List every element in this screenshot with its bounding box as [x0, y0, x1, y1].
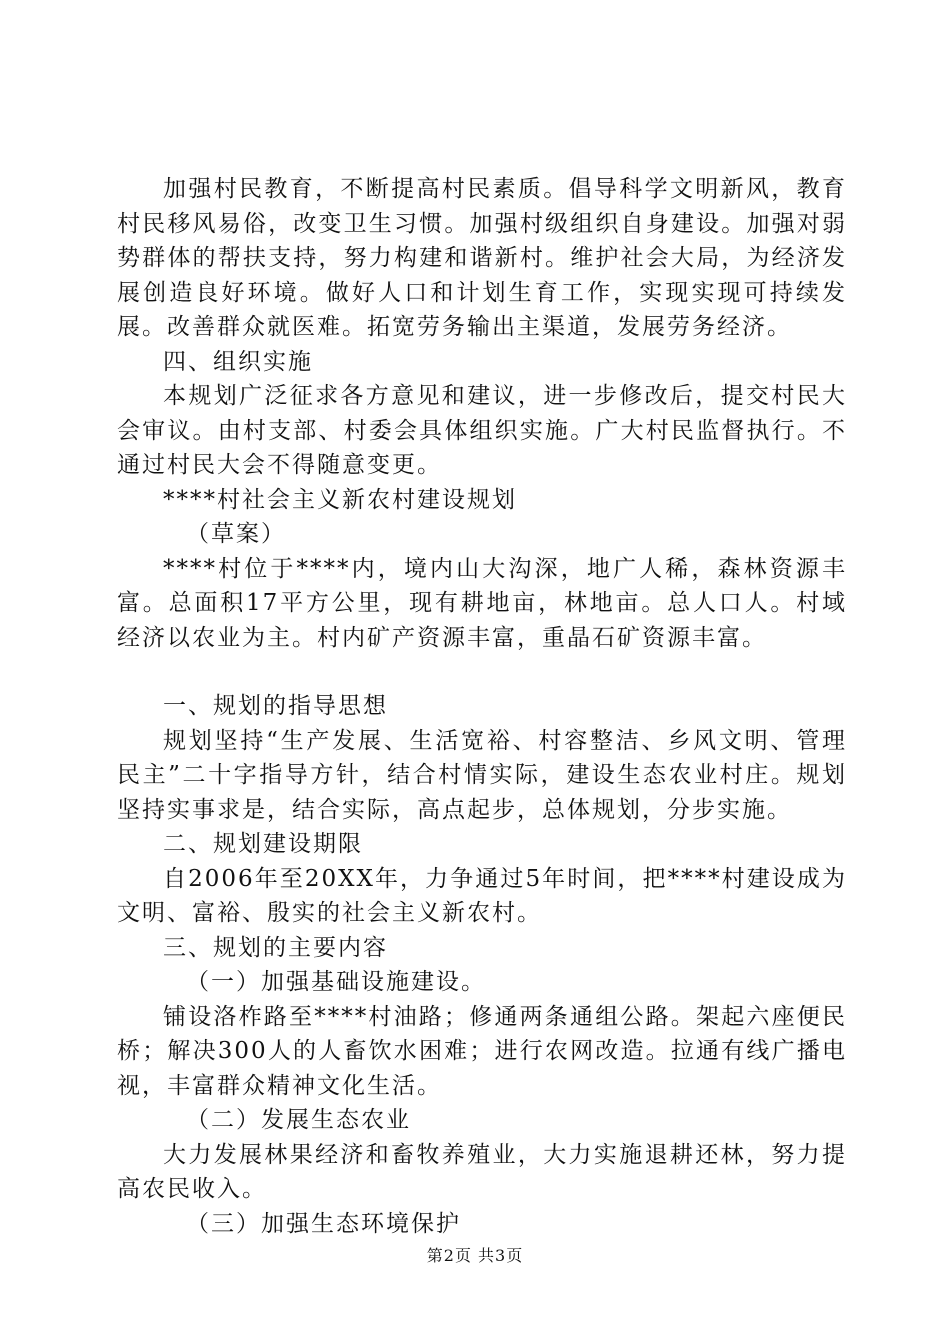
paragraph-guiding-ideology: 规划坚持“生产发展、生活宽裕、村容整洁、乡风文明、管理民主”二十字指导方针，结合村情实际，建设生态农业村庄。规划坚持实事求是，结合实际，高点起步，总体规划，分步实施。: [117, 727, 847, 823]
paragraph-organization: 本规划广泛征求各方意见和建议，进一步修改后，提交村民大会审议。由村支部、村委会具体组织实施。广大村民监督执行。不通过村民大会不得随意变更。: [117, 383, 847, 478]
paragraph-village-education: 加强村民教育，不断提高村民素质。倡导科学文明新风，教育村民移风易俗，改变卫生习惯。加强村级组织自身建设。加强对弱势群体的帮扶支持，努力构建和谐新村。维护社会大局，为经济发展创造良好环境。做好人口和计划生育工作，实现实现可持续发展。改善群众就医难。拓宽劳务输出主渠道，发展劳务经济。: [117, 176, 847, 340]
heading-construction-period: 二、规划建设期限: [163, 831, 363, 857]
page-number-footer: 第2页 共3页: [426, 1246, 524, 1265]
paragraph-village-overview: ****村位于****内，境内山大沟深，地广人稀，森林资源丰富。总面积17平方公里，现有耕地亩，林地亩。总人口人。村域经济以农业为主。村内矿产资源丰富，重晶石矿资源丰富。: [117, 555, 847, 651]
heading-organization: 四、组织实施: [163, 348, 313, 375]
paragraph-gap: [117, 655, 847, 689]
subheading-eco-agriculture: （二）发展生态农业: [186, 1107, 411, 1133]
paragraph-eco-agriculture: 大力发展林果经济和畜牧养殖业，大力实施退耕还林，努力提高农民收入。: [117, 1141, 847, 1202]
document-body: [117, 172, 847, 1241]
paragraph-infrastructure: 铺设洛柞路至****村油路；修通两条通组公路。架起六座便民桥；解决300人的人畜饮水困难；进行农网改造。拉通有线广播电视，丰富群众精神文化生活。: [117, 1003, 847, 1099]
document-subtitle: （草案）: [186, 521, 286, 547]
document-title: ****村社会主义新农村建设规划: [163, 486, 517, 513]
subheading-eco-protection: （三）加强生态环境保护: [186, 1210, 461, 1237]
heading-guiding-ideology: 一、规划的指导思想: [163, 693, 388, 719]
heading-main-content: 三、规划的主要内容: [163, 934, 388, 961]
paragraph-construction-period: 自2006年至20XX年，力争通过5年时间，把****村建设成为文明、富裕、殷实的社会主义新农村。: [117, 865, 847, 926]
subheading-infrastructure: （一）加强基础设施建设。: [186, 969, 486, 995]
